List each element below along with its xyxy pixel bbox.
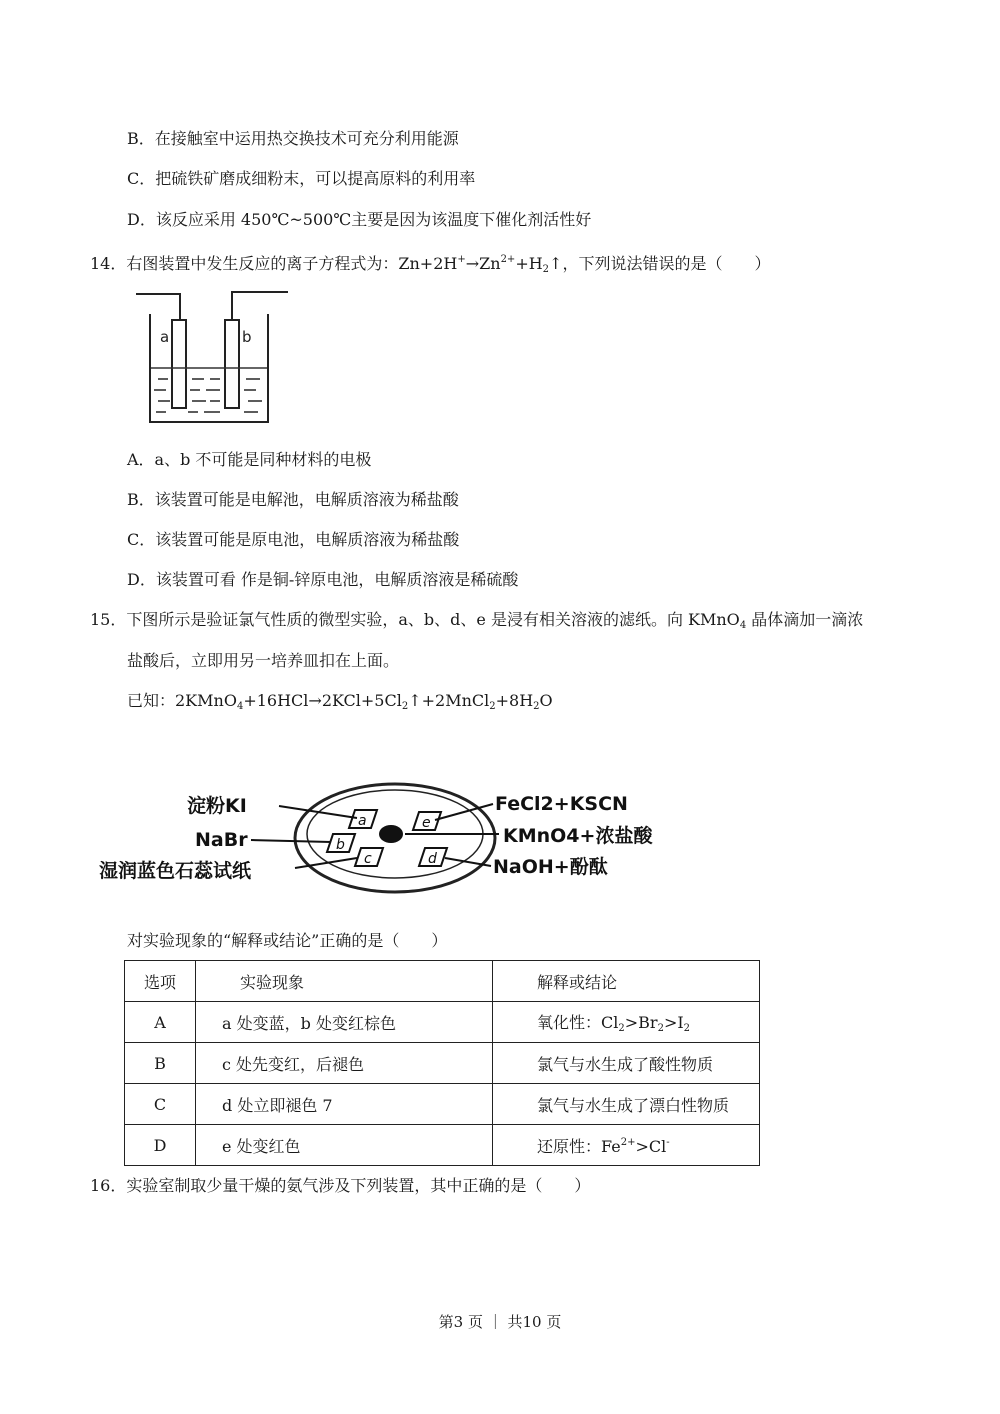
row-phenomenon: d 处立即褪色 7 — [196, 1084, 493, 1125]
q14-number: 14． — [90, 254, 127, 273]
table-row — [125, 1002, 760, 1043]
label-litmus-paper: 湿润蓝色石蕊试纸 — [99, 860, 252, 882]
electrode-b — [225, 320, 239, 408]
kmno4-crystal — [379, 825, 403, 843]
row-option: A — [125, 1002, 196, 1043]
q14-option-b: B．该装置可能是电解池，电解质溶液为稀盐酸 — [127, 490, 459, 509]
electrode-label-a: a — [160, 328, 170, 346]
row-conclusion: 还原性：$Fe^{2+}>Cl^-$ — [493, 1125, 760, 1166]
q13-option-d: D．该反应采用 450℃~500℃主要是因为该温度下催化剂活性好 — [127, 210, 592, 229]
table-header-row — [125, 961, 760, 1002]
table-row — [125, 1084, 760, 1125]
q16-number: 16． — [90, 1176, 127, 1195]
paper-label-d: d — [428, 851, 437, 867]
header-phenomenon: 实验现象 — [196, 961, 493, 1002]
q15-answer-table — [124, 960, 760, 1166]
header-option: 选项 — [125, 961, 196, 1002]
row-phenomenon: a 处变蓝，b 处变红棕色 — [196, 1002, 493, 1043]
wire-a — [136, 294, 180, 320]
row-conclusion: 氯气与水生成了漂白性物质 — [493, 1084, 760, 1125]
q16-stem: 16．实验室制取少量干燥的氨气涉及下列装置，其中正确的是（ ） — [90, 1176, 591, 1195]
label-naoh-phenolphthalein: NaOH+酚酞 — [493, 856, 608, 878]
q13-option-b: B．在接触室中运用热交换技术可充分利用能源 — [127, 129, 459, 148]
label-kmno4-hcl: KMnO4+浓盐酸 — [503, 825, 653, 847]
row-phenomenon: c 处先变红，后褪色 — [196, 1043, 493, 1084]
row-conclusion: 氧化性：$Cl_2>Br_2>I_2$ — [493, 1002, 760, 1043]
table-row — [125, 1125, 760, 1166]
label-fecl2-kscn: FeCl2+KSCN — [495, 793, 628, 815]
page-footer: 第3 页 ｜ 共10 页 — [438, 1313, 562, 1331]
paper-label-e: e — [422, 815, 431, 831]
q13-option-c: C．把硫铁矿磨成细粉末，可以提高原料的利用率 — [127, 169, 476, 188]
label-starch-ki: 淀粉KI — [187, 795, 247, 817]
q15-stem-line1: 15．下图所示是验证氯气性质的微型实验，a、b、d、e 是浸有相关溶液的滤纸。向 KMnO$_4$ 晶体滴加一滴浓 — [90, 610, 864, 631]
row-option: D — [125, 1125, 196, 1166]
q14-stem: 14．右图装置中发生反应的离子方程式为：$Zn+2H^+\to Zn^{2+}+H_2↑$，下列说法错误的是（ ） — [90, 254, 771, 275]
electrode-a — [172, 320, 186, 408]
row-option: B — [125, 1043, 196, 1084]
row-conclusion: 氯气与水生成了酸性物质 — [493, 1043, 760, 1084]
q15-number: 15． — [90, 610, 127, 629]
q15-known-equation: 已知：$2KMnO_4+16HCl\to 2KCl+5Cl_2↑+2MnCl_2+8H_2O$ — [127, 691, 553, 712]
q14-option-c: C．该装置可能是原电池，电解质溶液为稀盐酸 — [127, 530, 460, 549]
q15-question: 对实验现象的“解释或结论”正确的是（ ） — [127, 931, 448, 950]
q14-option-d: D．该装置可看 作是铜-锌原电池，电解质溶液是稀硫酸 — [127, 570, 519, 589]
paper-label-c: c — [364, 851, 372, 867]
table-row — [125, 1043, 760, 1084]
q14-cell-figure — [120, 280, 300, 430]
q15-petri-dish-figure — [95, 760, 695, 900]
q15-stem-line2: 盐酸后，立即用另一培养皿扣在上面。 — [127, 651, 400, 670]
header-conclusion: 解释或结论 — [493, 961, 760, 1002]
wire-b — [232, 292, 288, 320]
row-phenomenon: e 处变红色 — [196, 1125, 493, 1166]
q14-option-a: A．a、b 不可能是同种材料的电极 — [127, 450, 372, 469]
paper-label-b: b — [336, 837, 345, 853]
label-nabr: NaBr — [195, 829, 248, 851]
paper-label-a: a — [358, 813, 367, 829]
row-option: C — [125, 1084, 196, 1125]
electrode-label-b: b — [242, 328, 252, 346]
